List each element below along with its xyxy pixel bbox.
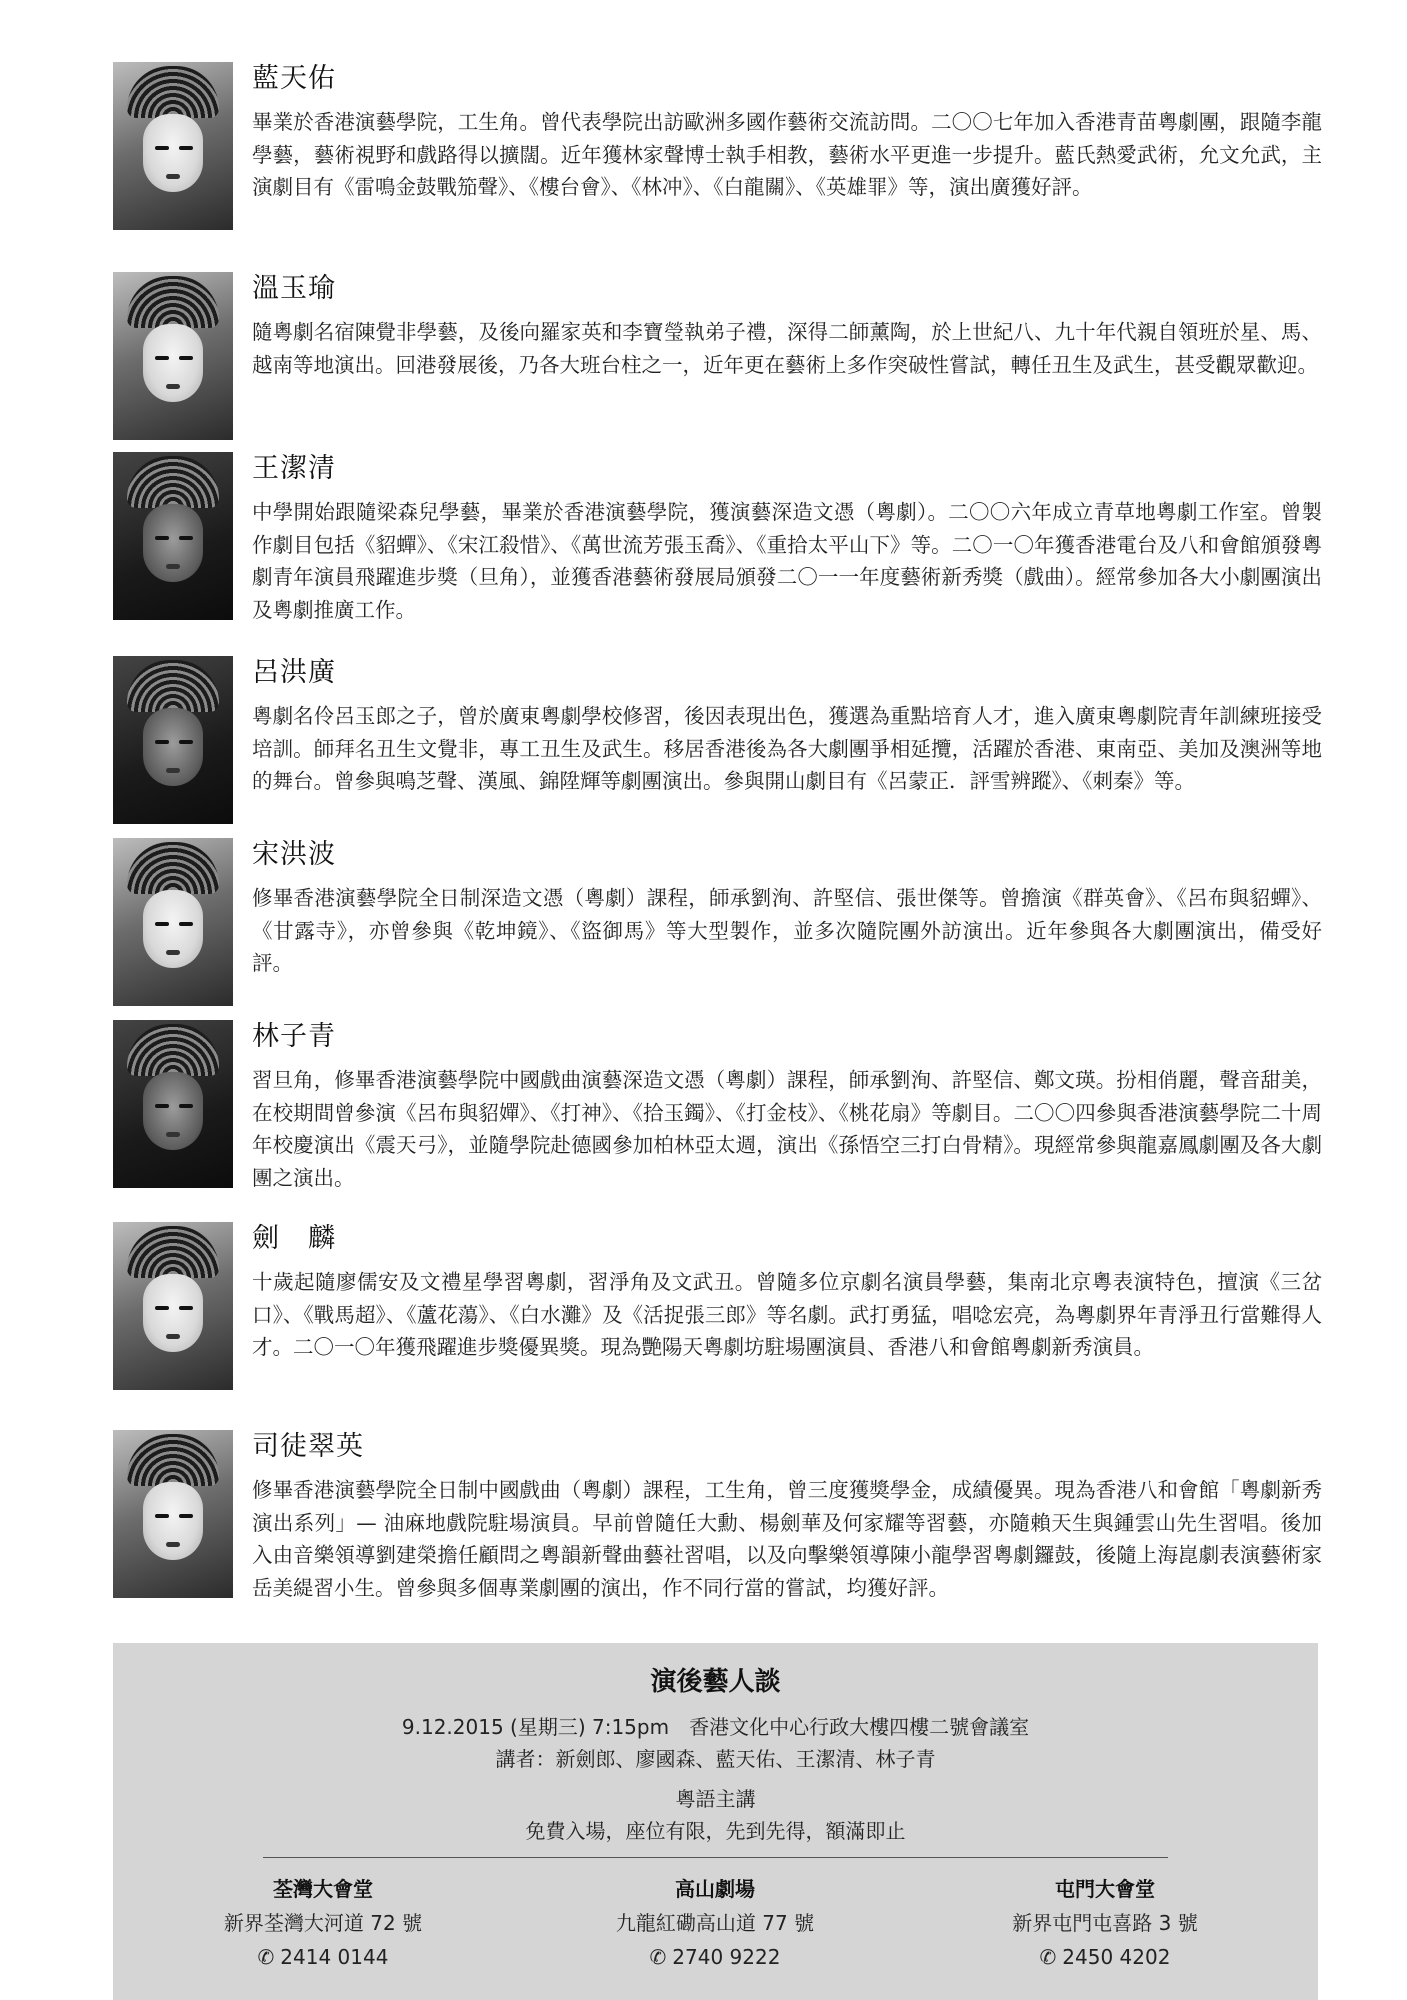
performer-photo bbox=[113, 1020, 233, 1188]
performer-bio: 修畢香港演藝學院全日制中國戲曲（粵劇）課程，工生角，曾三度獲獎學金，成績優異。現為香港八和會館「粵劇新秀演出系列」— 油麻地戲院駐場演員。早前曾隨任大勳、楊劍華及何家耀等習藝，亦隨賴天生與鍾雲山先生習唱。後加入由音樂領導劉建榮擔任顧問之粵韻新聲曲藝社習唱，以及向擊樂領導陳小龍學習粵劇鑼鼓，後隨上海崑劇表演藝術家岳美緹習小生。曾參與多個專業劇團的演出，作不同行當的嘗試，均獲好評。 bbox=[252, 1478, 1322, 1600]
venue-address: 新界荃灣大河道 72 號 bbox=[223, 1911, 423, 1935]
performer-name: 劍 麟 bbox=[252, 1223, 336, 1254]
performer-photo bbox=[113, 1430, 233, 1598]
performer-photo bbox=[113, 656, 233, 824]
venue-phone: 2450 4202 bbox=[1062, 1945, 1171, 1969]
performer-bio: 修畢香港演藝學院全日制深造文憑（粵劇）課程，師承劉洵、許堅信、張世傑等。曾擔演《群英會》、《呂布與貂蟬》、《甘露寺》，亦曾參與《乾坤鏡》、《盜御馬》等大型製作，並多次隨院團外訪演出。近年參與各大劇團演出，備受好評。 bbox=[252, 886, 1322, 975]
talk-title: 演後藝人談 bbox=[650, 1667, 781, 1697]
performer-name: 王潔清 bbox=[252, 453, 336, 484]
venue-tuen-mun bbox=[935, 1875, 1275, 1973]
performer-name: 林子青 bbox=[252, 1021, 336, 1052]
venue-ko-shan bbox=[545, 1875, 885, 1973]
venue-phone: 2740 9222 bbox=[672, 1945, 781, 1969]
venue-phone: 2414 0144 bbox=[280, 1945, 389, 1969]
phone-icon: ✆ bbox=[257, 1945, 275, 1969]
performer-bio: 隨粵劇名宿陳覺非學藝，及後向羅家英和李寶瑩執弟子禮，深得二師薰陶，於上世紀八、九十年代親自領班於星、馬、越南等地演出。回港發展後，乃各大班台柱之一，近年更在藝術上多作突破性嘗試，轉任丑生及武生，甚受觀眾歡迎。 bbox=[252, 320, 1322, 377]
performer-name: 司徒翠英 bbox=[252, 1431, 364, 1462]
divider bbox=[263, 1857, 1168, 1858]
performer-bio: 粵劇名伶呂玉郎之子，曾於廣東粵劇學校修習，後因表現出色，獲選為重點培育人才，進入廣東粵劇院青年訓練班接受培訓。師拜名丑生文覺非，專工丑生及武生。移居香港後為各大劇團爭相延攬，活躍於香港、東南亞、美加及澳洲等地的舞台。曾參與鳴芝聲、漢風、錦陞輝等劇團演出。參與開山劇目有《呂蒙正．評雪辨蹤》、《刺秦》等。 bbox=[252, 704, 1322, 793]
talk-speakers: 講者：新劍郎、廖國森、藍天佑、王潔清、林子青 bbox=[495, 1747, 936, 1771]
performer-name: 宋洪波 bbox=[252, 839, 336, 870]
performer-photo bbox=[113, 272, 233, 440]
talk-datetime: 9.12.2015 (星期三) 7:15pm 香港文化中心行政大樓四樓二號會議室 bbox=[401, 1715, 1030, 1739]
performer-photo bbox=[113, 1222, 233, 1390]
performer-name: 溫玉瑜 bbox=[252, 273, 336, 304]
performer-bio: 畢業於香港演藝學院，工生角。曾代表學院出訪歐洲多國作藝術交流訪問。二〇〇七年加入香港青苗粵劇團，跟隨李龍學藝，藝術視野和戲路得以擴闊。近年獲林家聲博士執手相教，藝術水平更進一步提升。藍氏熱愛武術，允文允武，主演劇目有《雷鳴金鼓戰笳聲》、《樓台會》、《林冲》、《白龍關》、《英雄罪》等，演出廣獲好評。 bbox=[252, 110, 1322, 199]
venue-address: 九龍紅磡高山道 77 號 bbox=[615, 1911, 815, 1935]
performer-name: 呂洪廣 bbox=[252, 657, 336, 688]
performer-photo bbox=[113, 452, 233, 620]
talk-admission: 免費入場，座位有限，先到先得，額滿即止 bbox=[525, 1819, 906, 1843]
phone-icon: ✆ bbox=[649, 1945, 667, 1969]
performer-photo bbox=[113, 62, 233, 230]
venue-address: 新界屯門屯喜路 3 號 bbox=[1012, 1911, 1198, 1935]
performer-bio: 十歲起隨廖儒安及文禮星學習粵劇，習淨角及文武丑。曾隨多位京劇名演員學藝，集南北京粵表演特色，擅演《三岔口》、《戰馬超》、《蘆花蕩》、《白水灘》及《活捉張三郎》等名劇。武打勇猛，唱唸宏亮，為粵劇界年青淨丑行當難得人才。二〇一〇年獲飛躍進步獎優異獎。現為艷陽天粵劇坊駐場團演員、香港八和會館粵劇新秀演員。 bbox=[252, 1270, 1322, 1359]
venue-name: 荃灣大會堂 bbox=[273, 1877, 373, 1901]
venue-name: 高山劇場 bbox=[675, 1877, 755, 1901]
venue-tsuen-wan bbox=[153, 1875, 493, 1973]
talk-language: 粵語主講 bbox=[675, 1787, 756, 1811]
performer-photo bbox=[113, 838, 233, 1006]
performer-name: 藍天佑 bbox=[252, 63, 336, 94]
venue-name: 屯門大會堂 bbox=[1055, 1877, 1155, 1901]
performer-bio: 習旦角，修畢香港演藝學院中國戲曲演藝深造文憑（粵劇）課程，師承劉洵、許堅信、鄭文瑛。扮相俏麗，聲音甜美，在校期間曾參演《呂布與貂嬋》、《打神》、《拾玉鐲》、《打金枝》、《桃花扇》等劇目。二〇〇四參與香港演藝學院二十周年校慶演出《震天弓》，並隨學院赴德國參加柏林亞太週，演出《孫悟空三打白骨精》。現經常參與龍嘉鳳劇團及各大劇團之演出。 bbox=[252, 1068, 1322, 1190]
phone-icon: ✆ bbox=[1039, 1945, 1057, 1969]
post-show-talk-panel bbox=[113, 1643, 1318, 2000]
performer-bio: 中學開始跟隨梁森兒學藝，畢業於香港演藝學院，獲演藝深造文憑（粵劇）。二〇〇六年成立青草地粵劇工作室。曾製作劇目包括《貂蟬》、《宋江殺惜》、《萬世流芳張玉喬》、《重拾太平山下》等。二〇一〇年獲香港電台及八和會館頒發粵劇青年演員飛躍進步獎（旦角），並獲香港藝術發展局頒發二〇一一年度藝術新秀獎（戲曲）。經常參加各大小劇團演出及粵劇推廣工作。 bbox=[252, 500, 1322, 622]
